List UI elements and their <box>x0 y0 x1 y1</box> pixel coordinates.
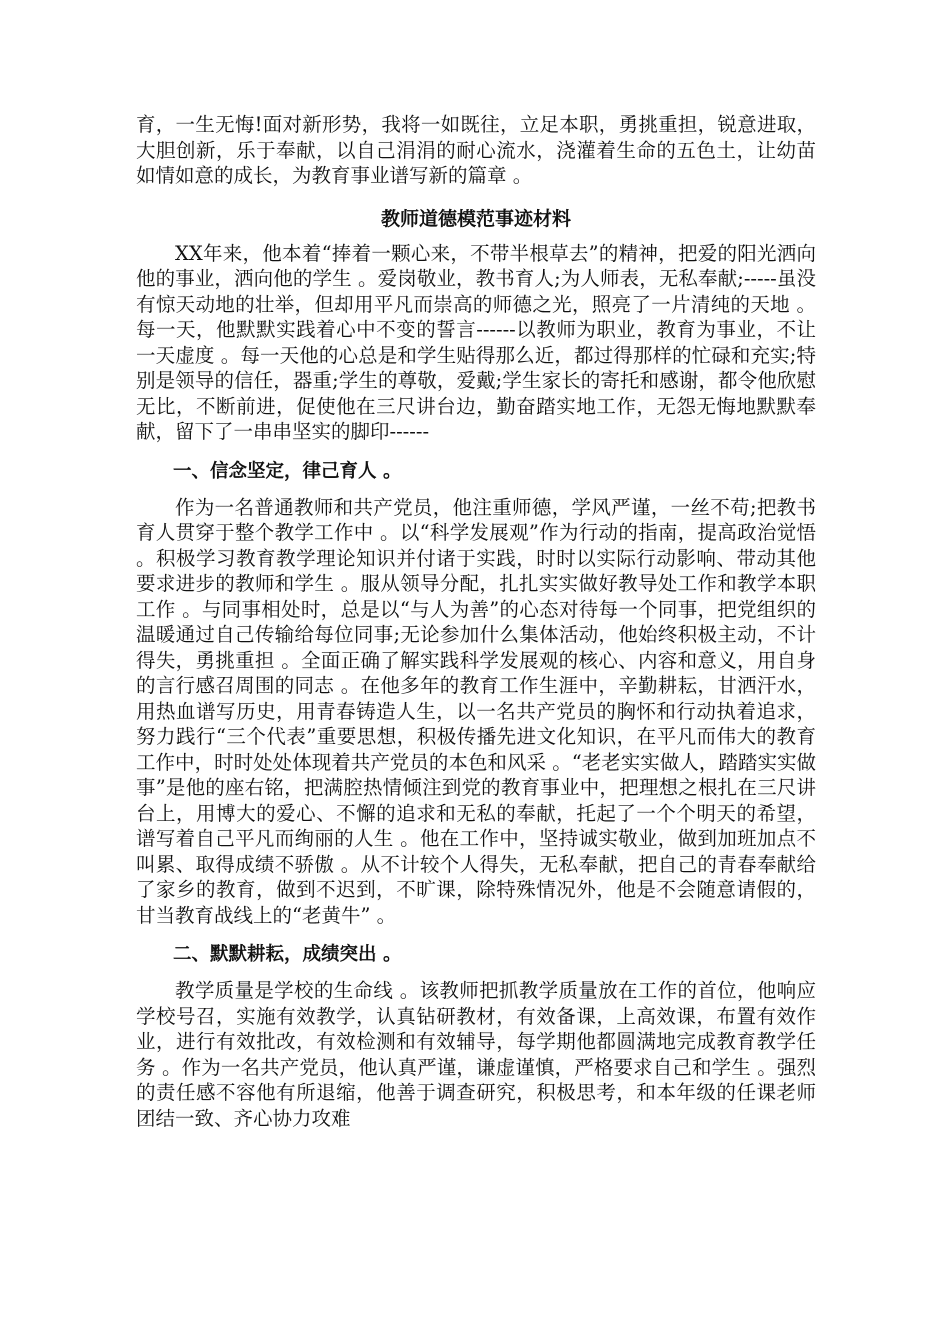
document-page <box>136 112 816 1131</box>
body-paragraph: 教学质量是学校的生命线 。该教师把抓教学质量放在工作的首位，他响应学校号召，实施有效教学，认真钻研教材，有效备课，上高效课，布置有效作业，进行有效批改，有效检测和有效辅导，每学期他都圆满地完成教育教学任务 。作为一名共产党员，他认真严谨，谦虚谨慎，严格要求自己和学生 。强烈的责任感不容他有所退缩，他善于调查研究，积极思考，和本年级的任课老师团结一致、齐心协力攻难 <box>136 979 816 1130</box>
body-paragraph: XX年来，他本着“捧着一颗心来，不带半根草去”的精神，把爱的阳光洒向他的事业，洒向他的学生 。爱岗敬业，教书育人;为人师表，无私奉献;-----虽没有惊天动地的壮举，但却用平凡而崇高的师德之光，照亮了一片清纯的天地 。每一天，他默默实践着心中不变的誓言------以教师为职业，教育为事业，不让一天虚度 。每一天他的心总是和学生贴得那么近，都过得那样的忙碌和充实;特别是领导的信任，器重;学生的尊敬，爱戴;学生家长的寄托和感谢，都令他欣慰无比，不断前进，促使他在三尺讲台边，勤奋踏实地工作，无怨无悔地默默奉献，留下了一串串坚实的脚印------ <box>136 241 816 443</box>
section-heading: 二、默默耕耘，成绩突出 。 <box>173 944 402 965</box>
body-paragraph: 作为一名普通教师和共产党员，他注重师德，学风严谨，一丝不苟;把教书育人贯穿于整个教学工作中 。以“科学发展观”作为行动的指南，提高政治觉悟 。积极学习教育教学理论知识并付诸于实践，时时以实际行动影响、带动其他要求进步的教师和学生 。服从领导分配，扎扎实实做好教导处工作和教学本职工作 。与同事相处时，总是以“与人为善”的心态对待每一个同事，把党组织的温暖通过自己传输给每位同事;无论参加什么集体活动，他始终积极主动，不计得失，勇挑重担 。全面正确了解实践科学发展观的核心、内容和意义，用自身的言行感召周围的同志 。在他多年的教育工作生涯中，辛勤耕耘，甘洒汗水，用热血谱写历史，用青春铸造人生，以一名共产党员的胸怀和行动执着追求，努力践行“三个代表”重要思想，积极传播先进文化知识，在平凡而伟大的教育工作中，时时处处体现着共产党员的本色和风采 。“老老实实做人，踏踏实实做事”是他的座右铭，把满腔热情倾注到党的教育事业中，把理想之根扎在三尺讲台上，用博大的爱心、不懈的追求和无私的奉献，托起了一个个明天的希望，谱写着自己平凡而绚丽的人生 。他在工作中，坚持诚实敬业，做到加班加点不叫累、取得成绩不骄傲 。从不计较个人得失，无私奉献，把自己的青春奉献给了家乡的教育，做到不迟到，不旷课，除特殊情况外，他是不会随意请假的，甘当教育战线上的“老黄牛” 。 <box>136 495 816 927</box>
intro-paragraph: 育，一生无悔!面对新形势，我将一如既往，立足本职，勇挑重担，锐意进取，大胆创新，乐于奉献，以自己涓涓的耐心流水，浇灌着生命的五色土，让幼苗如情如意的成长，为教育事业谱写新的篇章 。 <box>136 113 816 187</box>
section-heading: 一、信念坚定，律己育人 。 <box>173 460 402 482</box>
document-title: 教师道德模范事迹材料 <box>380 207 571 230</box>
